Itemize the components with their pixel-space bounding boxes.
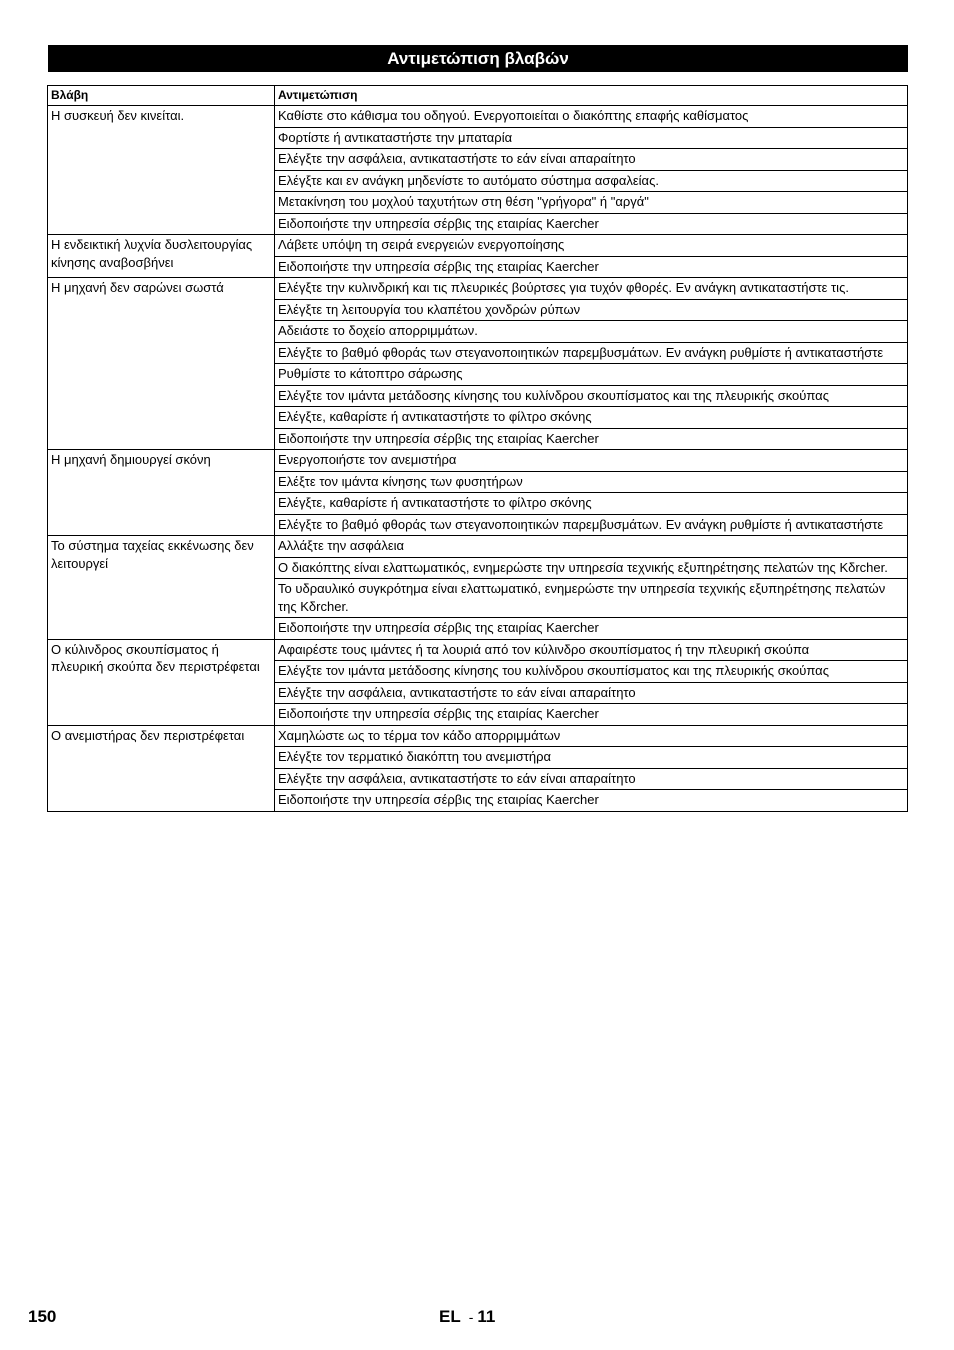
table-row xyxy=(48,725,908,747)
table-row xyxy=(48,106,908,128)
remedy-cell: Αδειάστε το δοχείο απορριμμάτων. xyxy=(275,321,908,343)
troubleshooting-table xyxy=(47,85,908,812)
remedy-cell: Ελέγξτε το βαθμό φθοράς των στεγανοποιητικών παρεμβυσμάτων. Εν ανάγκη ρυθμίστε ή αντικαταστήστε xyxy=(275,514,908,536)
remedy-cell: Ελέξτε τον ιμάντα κίνησης των φυσητήρων xyxy=(275,471,908,493)
fault-cell: Η ενδεικτική λυχνία δυσλειτουργίας κίνησης αναβοσβήνει xyxy=(48,235,275,278)
remedy-cell: Ειδοποιήστε την υπηρεσία σέρβις της εταιρίας Kaercher xyxy=(275,790,908,812)
remedy-cell: Ειδοποιήστε την υπηρεσία σέρβις της εταιρίας Kaercher xyxy=(275,256,908,278)
remedy-cell: Ο διακόπτης είναι ελαττωματικός, ενημερώστε την υπηρεσία τεχνικής εξυπηρέτησης πελατών της Kδrcher. xyxy=(275,557,908,579)
table-row xyxy=(48,278,908,300)
remedy-cell: Ελέγξτε την ασφάλεια, αντικαταστήστε το εάν είναι απαραίτητο xyxy=(275,149,908,171)
remedy-cell: Ελέγξτε τον τερματικό διακόπτη του ανεμιστήρα xyxy=(275,747,908,769)
remedy-cell: Ελέγξτε τον ιμάντα μετάδοσης κίνησης του κυλίνδρου σκουπίσματος και της πλευρικής σκούπας xyxy=(275,385,908,407)
column-header-fault: Βλάβη xyxy=(48,86,275,106)
remedy-cell: Ελέγξτε τον ιμάντα μετάδοσης κίνησης του κυλίνδρου σκουπίσματος και της πλευρικής σκούπας xyxy=(275,661,908,683)
table-row xyxy=(48,639,908,661)
section-page-number: 11 xyxy=(477,1307,496,1326)
fault-cell: Το σύστημα ταχείας εκκένωσης δεν λειτουργεί xyxy=(48,536,275,640)
remedy-cell: Ελέγξτε την κυλινδρική και τις πλευρικές βούρτσες για τυχόν φθορές. Εν ανάγκη αντικαταστήστε τις. xyxy=(275,278,908,300)
separator-dash: - xyxy=(468,1309,474,1325)
remedy-cell: Ελέγξτε το βαθμό φθοράς των στεγανοποιητικών παρεμβυσμάτων. Εν ανάγκη ρυθμίστε ή αντικαταστήστε xyxy=(275,342,908,364)
remedy-cell: Το υδραυλικό συγκρότημα είναι ελαττωματικό, ενημερώστε την υπηρεσία τεχνικής εξυπηρέτησης πελατών της Kδrcher. xyxy=(275,579,908,618)
remedy-cell: Ελέγξτε, καθαρίστε ή αντικαταστήστε το φίλτρο σκόνης xyxy=(275,493,908,515)
remedy-cell: Ελέγξτε την ασφάλεια, αντικαταστήστε το εάν είναι απαραίτητο xyxy=(275,682,908,704)
table-row xyxy=(48,536,908,558)
remedy-cell: Ειδοποιήστε την υπηρεσία σέρβις της εταιρίας Kaercher xyxy=(275,618,908,640)
section-page-label xyxy=(439,1307,495,1327)
table-body xyxy=(48,106,908,812)
fault-cell: Ο ανεμιστήρας δεν περιστρέφεται xyxy=(48,725,275,811)
remedy-cell: Ελέγξτε και εν ανάγκη μηδενίστε το αυτόματο σύστημα ασφαλείας. xyxy=(275,170,908,192)
remedy-cell: Αφαιρέστε τους ιμάντες ή τα λουριά από τον κύλινδρο σκουπίσματος ή την πλευρική σκούπα xyxy=(275,639,908,661)
fault-cell: Ο κύλινδρος σκουπίσματος ή πλευρική σκούπα δεν περιστρέφεται xyxy=(48,639,275,725)
table-row xyxy=(48,450,908,472)
remedy-cell: Λάβετε υπόψη τη σειρά ενεργειών ενεργοποίησης xyxy=(275,235,908,257)
remedy-cell: Ενεργοποιήστε τον ανεμιστήρα xyxy=(275,450,908,472)
remedy-cell: Ελέγξτε τη λειτουργία του κλαπέτου χονδρών ρύπων xyxy=(275,299,908,321)
remedy-cell: Ειδοποιήστε την υπηρεσία σέρβις της εταιρίας Kaercher xyxy=(275,213,908,235)
remedy-cell: Αλλάξτε την ασφάλεια xyxy=(275,536,908,558)
fault-cell: Η συσκευή δεν κινείται. xyxy=(48,106,275,235)
fault-cell: Η μηχανή δημιουργεί σκόνη xyxy=(48,450,275,536)
remedy-cell: Φορτίστε ή αντικαταστήστε την μπαταρία xyxy=(275,127,908,149)
column-header-remedy: Αντιμετώπιση xyxy=(275,86,908,106)
remedy-cell: Μετακίνηση του μοχλού ταχυτήτων στη θέση "γρήγορα" ή "αργά" xyxy=(275,192,908,214)
remedy-cell: Καθίστε στο κάθισμα του οδηγού. Ενεργοποιείται ο διακόπτης επαφής καθίσματος xyxy=(275,106,908,128)
remedy-cell: Ειδοποιήστε την υπηρεσία σέρβις της εταιρίας Kaercher xyxy=(275,428,908,450)
table-row xyxy=(48,235,908,257)
remedy-cell: Ειδοποιήστε την υπηρεσία σέρβις της εταιρίας Kaercher xyxy=(275,704,908,726)
remedy-cell: Ελέγξτε, καθαρίστε ή αντικαταστήστε το φίλτρο σκόνης xyxy=(275,407,908,429)
table-header-row xyxy=(48,86,908,106)
language-code: EL xyxy=(439,1307,461,1326)
fault-cell: Η μηχανή δεν σαρώνει σωστά xyxy=(48,278,275,450)
remedy-cell: Ελέγξτε την ασφάλεια, αντικαταστήστε το εάν είναι απαραίτητο xyxy=(275,768,908,790)
page-number: 150 xyxy=(28,1307,57,1326)
remedy-cell: Ρυθμίστε το κάτοπτρο σάρωσης xyxy=(275,364,908,386)
remedy-cell: Χαμηλώστε ως το τέρμα τον κάδο απορριμμάτων xyxy=(275,725,908,747)
page-title: Αντιμετώπιση βλαβών xyxy=(48,45,908,72)
